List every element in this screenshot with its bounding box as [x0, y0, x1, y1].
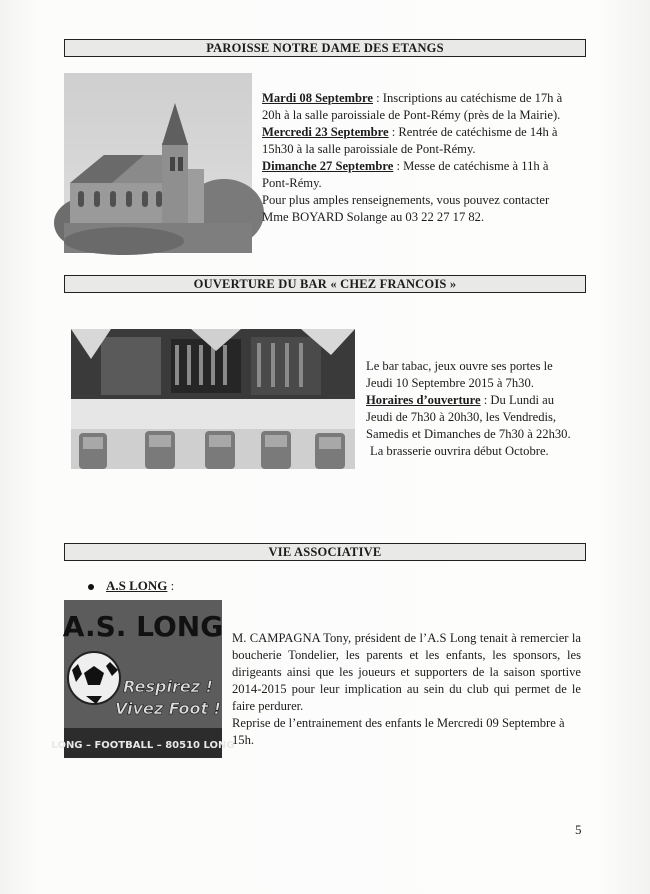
logo-slogan-1: Respirez ! — [123, 677, 213, 696]
bar-intro: Le bar tabac, jeux ouvre ses portes le Jeudi 10 Septembre 2015 à 7h30. — [366, 359, 553, 390]
vie-paragraph-2: Reprise de l’entrainement des enfants le Mercredi 09 Septembre à 15h. — [232, 716, 565, 747]
section-title-paroisse: PAROISSE NOTRE DAME DES ETANGS — [64, 39, 586, 57]
as-long-logo — [51, 600, 235, 758]
logo-slogan-2: Vivez Foot ! — [115, 699, 221, 718]
bar-illustration — [71, 329, 355, 469]
paroisse-text — [262, 90, 572, 226]
bullet-suffix: : — [167, 578, 175, 593]
bar-brasserie: La brasserie ouvrira début Octobre. — [370, 444, 549, 458]
logo-graphic — [51, 600, 235, 758]
church-illustration — [64, 73, 252, 253]
vie-text — [232, 630, 581, 749]
paroisse-item-1 — [262, 90, 572, 124]
paroisse-item-3-date: Dimanche 27 Septembre — [262, 159, 394, 173]
paroisse-item-2-desc: : Rentrée de catéchisme de 14h à 15h30 à la salle paroissiale de Pont-Rémy. — [262, 125, 558, 156]
paroisse-contact: Pour plus amples renseignements, vous pouvez contacter Mme BOYARD Solange au 03 22 27 17 82. — [262, 193, 550, 224]
paroisse-item-1-desc: : Inscriptions au catéchisme de 17h à 20h à la salle paroissiale de Pont-Rémy (près de la Mairie). — [262, 91, 563, 122]
section-title-bar: OUVERTURE DU BAR « CHEZ FRANCOIS » — [64, 275, 586, 293]
bullet-as-long — [88, 578, 174, 594]
bullet-dot-icon — [88, 584, 94, 590]
paroisse-item-1-date: Mardi 08 Septembre — [262, 91, 373, 105]
paroisse-item-3-desc: : Messe de catéchisme à 11h à Pont-Rémy. — [262, 159, 549, 190]
logo-top-text: A.S. LONG — [62, 610, 224, 643]
bar-hours-text: : Du Lundi au Jeudi de 7h30 à 20h30, les Vendredis, Samedis et Dimanches de 7h30 à 22h30. — [366, 393, 571, 441]
bar-hours-label: Horaires d’ouverture — [366, 393, 481, 407]
page-number: 5 — [575, 822, 582, 837]
section-title-vie: VIE ASSOCIATIVE — [64, 543, 586, 561]
logo-bottom-text: LONG – FOOTBALL – 80510 LONG — [51, 740, 235, 751]
church-photo — [64, 73, 252, 253]
paroisse-item-2 — [262, 124, 572, 158]
vie-paragraph-1: M. CAMPAGNA Tony, président de l’A.S Long tenait à remercier la boucherie Tondelier, les parents et les enfants, les sponsors, les dirigeants ainsi que les joueurs et supporters de la saison sportive 2014-2015 pour leur implication au sein du club qui permet de le faire perdurer. — [232, 631, 581, 713]
bar-photo — [71, 329, 355, 469]
paroisse-item-2-date: Mercredi 23 Septembre — [262, 125, 389, 139]
paroisse-item-3 — [262, 158, 572, 192]
bullet-label: A.S LONG — [106, 578, 168, 593]
bar-text — [366, 358, 580, 460]
bar-hours — [366, 392, 580, 443]
